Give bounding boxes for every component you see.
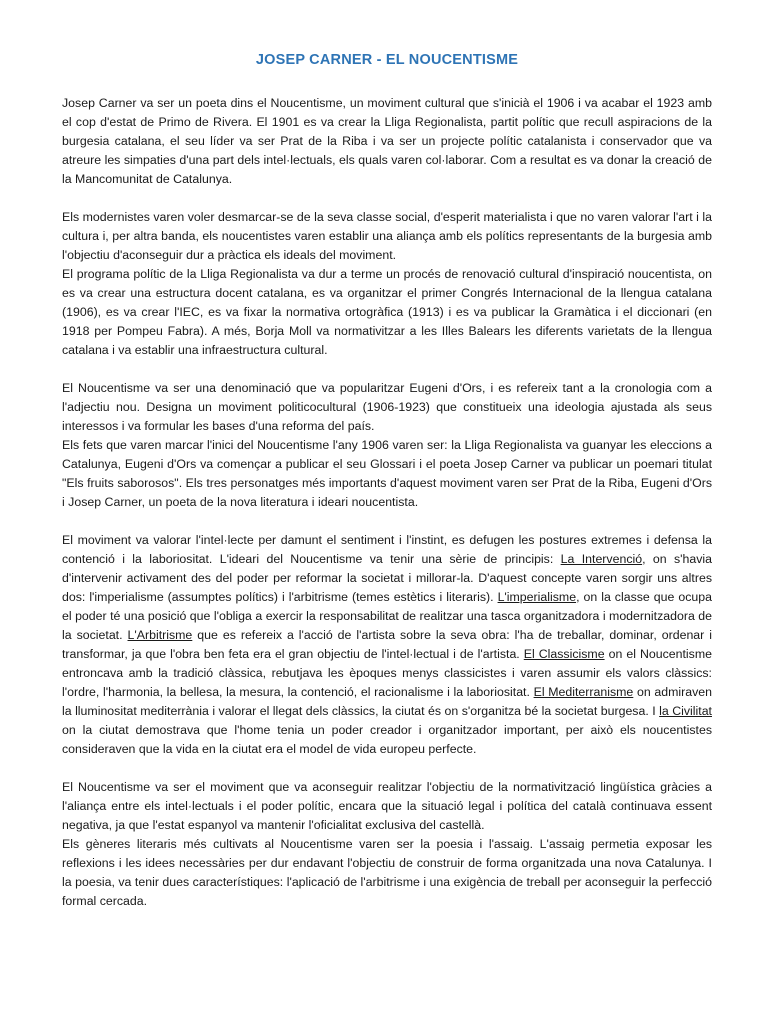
paragraph <box>62 208 712 265</box>
paragraph-text: El Noucentisme va ser el moviment que va aconseguir realitzar l'objectiu de la normativització lingüística gràcies a l'aliança entre els intel·lectuals i el poder polític, encara que la situació legal i política del català continuava essent negativa, ja que l'estat espanyol va mantenir l'oficialitat exclusiva del castellà. <box>62 780 712 832</box>
document-body <box>62 94 712 911</box>
paragraph-text: on el Noucentisme entroncava amb la tradició clàssica, rebutjava les èpoques menys classicistes i varen assumir els valors clàssics: l'ordre, l'harmonia, la bellesa, la mesura, la contenció, el racionalisme i la laboriositat. <box>62 647 712 699</box>
paragraph-text: Els gèneres literaris més cultivats al Noucentisme varen ser la poesia i l'assaig. L'assaig permetia exposar les reflexions i les idees necessàries per dur endavant l'objectiu de construir de forma organitzada una nova Catalunya. I la poesia, va tenir dues característiques: l'aplicació de l'arbitrisme i una exigència de treball per aconseguir la perfecció formal cercada. <box>62 837 712 908</box>
underlined-term: El Classicisme <box>523 647 605 661</box>
paragraph <box>62 778 712 835</box>
paragraph <box>62 379 712 436</box>
paragraph <box>62 265 712 360</box>
paragraph-gap <box>62 512 712 531</box>
paragraph <box>62 436 712 512</box>
document-title: JOSEP CARNER - EL NOUCENTISME <box>255 52 519 68</box>
paragraph-text: El moviment va valorar l'intel·lecte per damunt el sentiment i l'instint, es defugen les postures extremes i defensa la contenció i la laboriositat. L'ideari del Noucentisme va tenir una sèrie de principis: <box>62 533 712 566</box>
paragraph-text: , on la classe que ocupa el poder té una posició que l'obliga a exercir la responsabilitat de realitzar una tasca organitzadora i modernitzadora de la societat. <box>62 590 712 642</box>
paragraph-text: El Noucentisme va ser una denominació que va popularitzar Eugeni d'Ors, i es refereix tant a la cronologia com a l'adjectiu nou. Designa un moviment politicocultural (1906-1923) que constitueix una ideologia ajustada als seus interessos i va formular les bases d'una reforma del país. <box>62 381 712 433</box>
paragraph-text: , on s'havia d'intervenir activament des del poder per reformar la societat i millorar-la. D'aquest concepte varen sorgir uns altres dos: l'imperialisme (assumptes polítics) i l'arbitrisme (temes estètics i literaris). <box>62 552 713 604</box>
paragraph-text: El programa polític de la Lliga Regionalista va dur a terme un procés de renovació cultural d'inspiració noucentista, on es va crear una estructura docent catalana, es va organitzar el primer Congrés Internacional de la llengua catalana (1906), es va crear l'IEC, es va fixar la normativa ortogràfica (1913) i es va publicar la Gramàtica i el diccionari (en 1918 per Pompeu Fabra). A més, Borja Moll va normativitzar a les Illes Balears les diferents varietats de la llengua catalana i va establir una infraestructura cultural. <box>62 267 712 357</box>
paragraph-gap <box>62 360 712 379</box>
paragraph <box>62 835 712 911</box>
paragraph-text: que es refereix a l'acció de l'artista sobre la seva obra: l'ha de treballar, dominar, ordenar i transformar, ja que l'obra ben feta era el gran objectiu de l'intel·lectual i de l'artista. <box>62 628 712 661</box>
underlined-term: La Intervenció <box>560 552 643 566</box>
underlined-term: la Civilitat <box>659 704 712 718</box>
paragraph-text: Els fets que varen marcar l'inici del Noucentisme l'any 1906 varen ser: la Lliga Regionalista va guanyar les eleccions a Catalunya, Eugeni d'Ors va començar a publicar el seu Glossari i el poeta Josep Carner va publicar un poemari titulat "Els fruits saborosos". Els tres personatges més importants d'aquest moviment varen ser Prat de la Riba, Eugeni d'Ors i Josep Carner, un poeta de la nova literatura i ideari noucentista. <box>62 438 712 509</box>
underlined-term: L'Arbitrisme <box>127 628 193 642</box>
paragraph-text: on la ciutat demostrava que l'home tenia un poder creador i organitzador important, per això els noucentistes consideraven que la vida en la ciutat era el model de vida europeu perfecte. <box>62 723 712 756</box>
underlined-term: L'imperialisme <box>497 590 577 604</box>
paragraph-gap <box>62 189 712 208</box>
underlined-term: El Mediterranisme <box>533 685 634 699</box>
paragraph-text: on admiraven la lluminositat mediterrània i valorar el llegat dels clàssics, la ciutat és on s'organitza bé la societat burgesa. I <box>62 685 713 718</box>
paragraph-gap <box>62 759 712 778</box>
paragraph-text: Els modernistes varen voler desmarcar-se de la seva classe social, d'esperit materialista i que no varen valorar l'art i la cultura i, per altra banda, els noucentistes varen establir una aliança amb els polítics representants de la burgesia amb l'objectiu d'aconseguir dur a pràctica els ideals del moviment. <box>62 210 712 262</box>
paragraph <box>62 94 712 189</box>
paragraph <box>62 531 712 759</box>
paragraph-text: Josep Carner va ser un poeta dins el Noucentisme, un moviment cultural que s'inicià el 1906 i va acabar el 1923 amb el cop d'estat de Primo de Rivera. El 1901 es va crear la Lliga Regionalista, partit polític que recull aspiracions de la burgesia catalana, el seu líder va ser Prat de la Riba i va ser un projecte polític catalanista i conservador que va atreure les simpaties d'una part dels intel·lectuals, els quals varen col·laborar. Com a resultat es va donar la creació de la Mancomunitat de Catalunya. <box>62 96 712 186</box>
